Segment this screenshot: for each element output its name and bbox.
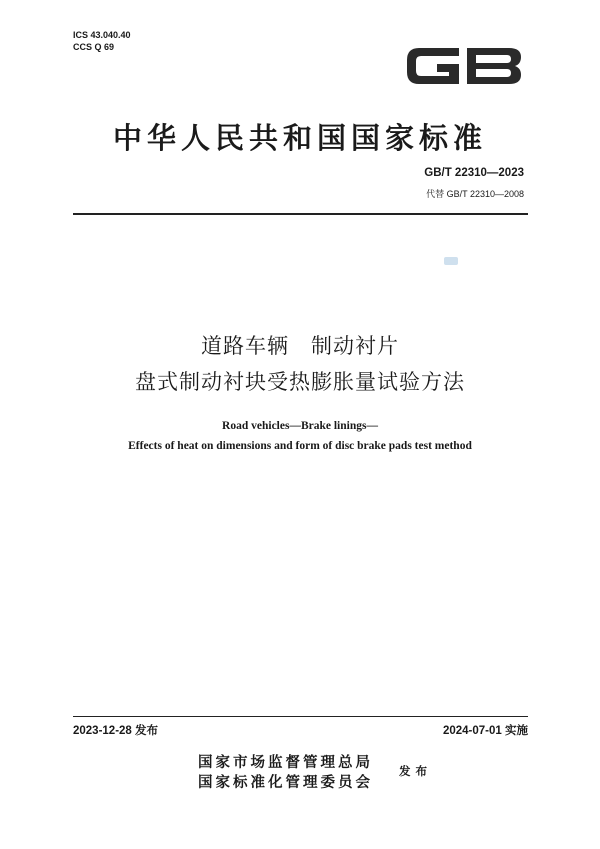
header-divider bbox=[73, 213, 528, 215]
ics-code: ICS 43.040.40 bbox=[73, 30, 131, 40]
issuer-sac: 国家标准化管理委员会 bbox=[198, 775, 373, 791]
title-cn-line2: 盘式制动衬块受热膨胀量试验方法 bbox=[135, 370, 465, 394]
standard-name: 中华人民共和国国家标准 bbox=[112, 121, 487, 155]
publish-date: 2023-12-28 发布 bbox=[73, 725, 159, 737]
classification-codes bbox=[73, 29, 131, 53]
replaces-standard: 代替 GB/T 22310—2008 bbox=[426, 189, 524, 199]
issue-label: 发布 bbox=[399, 764, 432, 778]
ccs-code: CCS Q 69 bbox=[73, 42, 115, 52]
title-cn-line1: 道路车辆 制动衬片 bbox=[201, 334, 399, 358]
title-en-line1: Road vehicles—Brake linings— bbox=[222, 420, 378, 432]
implement-date: 2024-07-01 实施 bbox=[442, 725, 528, 737]
footer-divider bbox=[73, 716, 528, 717]
watermark-mark bbox=[444, 257, 458, 265]
title-en-line2: Effects of heat on dimensions and form of disc brake pads test method bbox=[128, 440, 472, 452]
issuer-samr: 国家市场监督管理总局 bbox=[198, 755, 373, 771]
issuing-authorities bbox=[198, 753, 373, 793]
gb-logo bbox=[403, 40, 525, 92]
standard-number: GB/T 22310—2023 bbox=[424, 167, 524, 179]
